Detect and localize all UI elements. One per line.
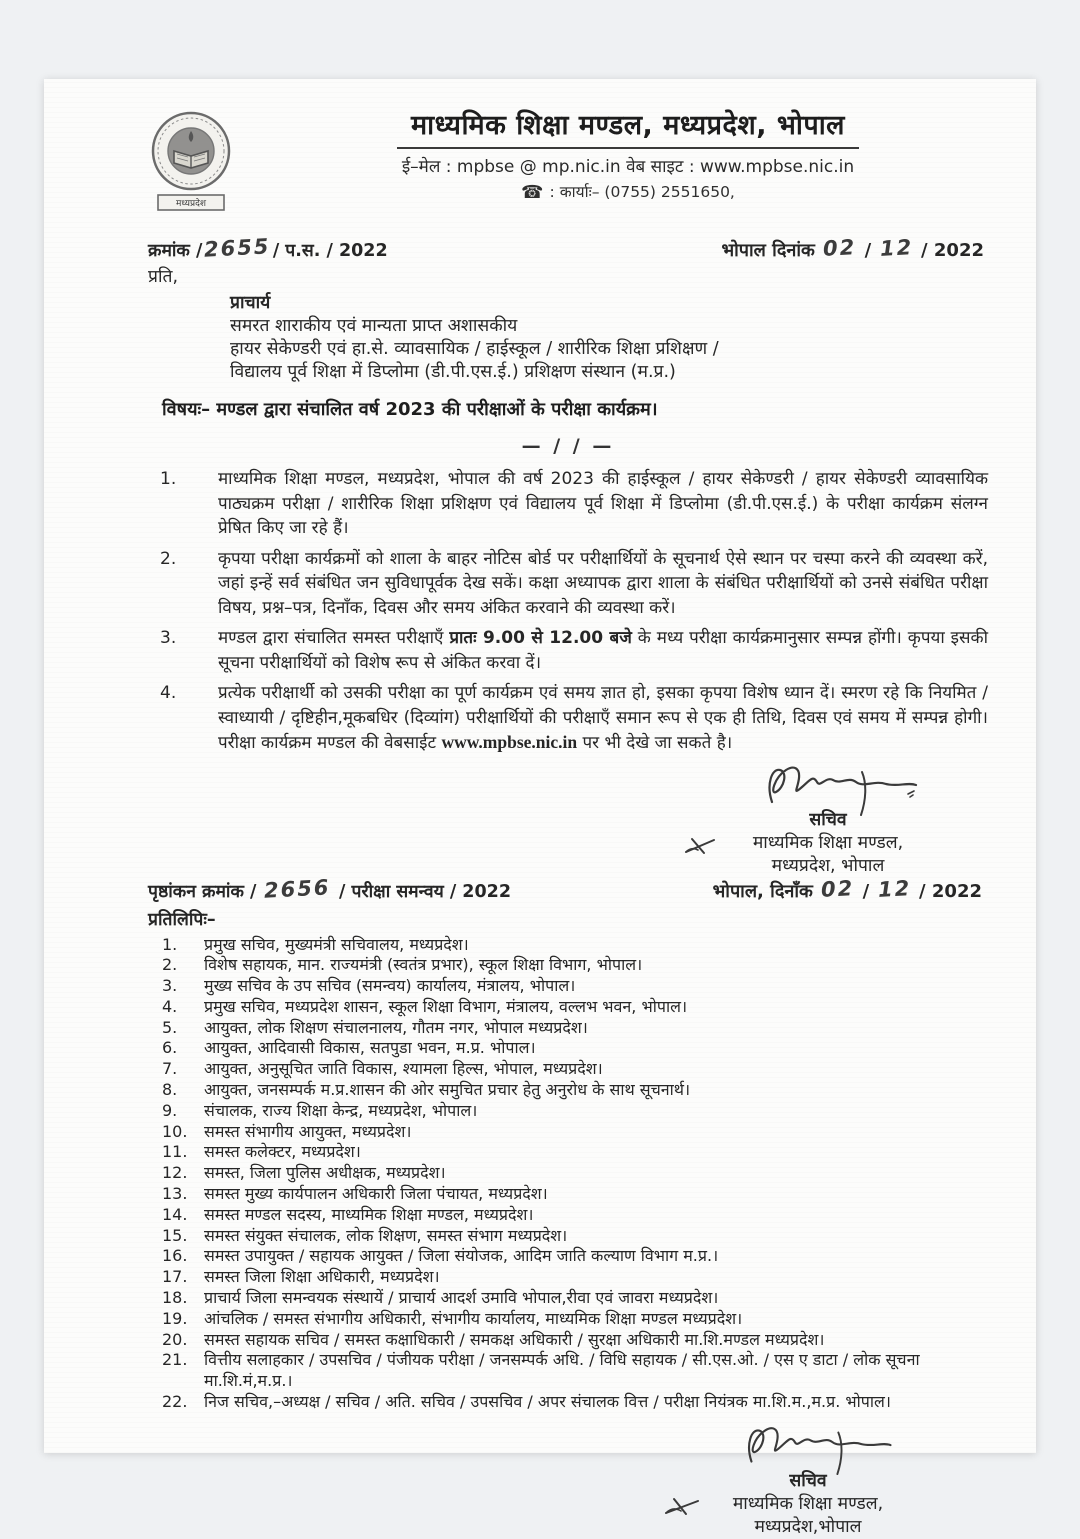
cc-item <box>148 955 988 976</box>
paragraph-2 <box>148 547 988 621</box>
paragraph-number: 1. <box>160 469 177 489</box>
cc-item-number: 15. <box>162 1225 188 1245</box>
cc-item <box>148 1142 988 1163</box>
pen-check-mark <box>684 836 718 856</box>
cc-item <box>148 1267 988 1288</box>
cc-item-number: 22. <box>162 1392 188 1412</box>
cc-item-number: 2. <box>162 955 178 975</box>
addressee-line: समरत शाराकीय एवं मान्यता प्राप्त अशासकीय <box>230 316 518 336</box>
date-prefix: भोपाल दिनांक <box>721 240 815 261</box>
cc-item-text: समस्त संभागीय आयुक्त, मध्यप्रदेश। <box>204 1121 412 1141</box>
cc-item <box>148 935 988 956</box>
endorsement-prefix: पृष्ठांकन क्रमांक / <box>148 881 257 902</box>
cc-item-number: 9. <box>162 1100 178 1120</box>
cc-item <box>148 1080 988 1101</box>
paragraph-number: 3. <box>160 628 177 648</box>
pen-check-mark <box>664 1495 704 1517</box>
cc-item <box>148 1226 988 1247</box>
cc-item-text: मुख्य सचिव के उप सचिव (समन्वय) कार्यालय, मंत्रालय, भोपाल। <box>204 976 576 996</box>
endorsement-number <box>148 874 512 903</box>
cc-item-text: आयुक्त, जनसम्पर्क म.प्र.शासन की ओर समुचित प्रचार हेतु अनुरोध के साथ सूचनार्थ। <box>204 1080 691 1100</box>
signatory-title: सचिव <box>789 1470 827 1491</box>
signatory-org: माध्यमिक शिक्षा मण्डल, <box>752 832 904 853</box>
paragraph-text <box>218 681 988 756</box>
cc-item-text: समस्त सहायक सचिव / समस्त कक्षाधिकारी / समकक्ष अधिकारी / सुरक्षा अधिकारी मा.शि.मण्डल मध्यप्रदेश। <box>204 1329 825 1349</box>
cc-item <box>148 997 988 1018</box>
cc-item <box>148 1018 988 1039</box>
paragraph-text-pre: प्रत्येक परीक्षार्थी को उसकी परीक्षा का पूर्ण कार्यक्रम एवं समय ज्ञात हो, इसका कृपया विशेष ध्यान दें। स्मरण रहे कि नियमित / स्वाध्यायी / दृष्टिहीन,मूकबधिर (दिव्यांग) परीक्षार्थियों की परीक्षाएँ समान रूप से एक ही तिथि, दिवस एवं समय में सम्पन्न होगी। परीक्षा कार्यक्रम मण्डल की वेबसाईट <box>218 683 988 753</box>
cc-item-number: 21. <box>162 1350 188 1370</box>
cc-item <box>148 1038 988 1059</box>
cc-item-number: 18. <box>162 1288 188 1308</box>
cc-item-number: 11. <box>162 1142 188 1162</box>
date-day-handwritten: 02 <box>822 235 857 261</box>
endorsement-row <box>148 874 988 903</box>
endorsement-number-handwritten: 2656 <box>263 874 332 903</box>
date-day-handwritten: 02 <box>820 875 855 902</box>
cc-item-text: वित्तीय सलाहकार / उपसचिव / पंजीयक परीक्षा / जनसम्पर्क अधि. / विधि सहायक / सी.एस.ओ. / एस ए डाटा / लोक सूचना मा.शि.मं,म.प्र.। <box>204 1350 920 1391</box>
cc-item-text: प्रमुख सचिव, मध्यप्रदेश शासन, स्कूल शिक्षा विभाग, मंत्रालय, वल्लभ भवन, भोपाल। <box>204 996 688 1016</box>
cc-item-number: 4. <box>162 996 178 1016</box>
addressee-line: विद्यालय पूर्व शिक्षा में डिप्लोमा (डी.पी.एस.ई.) प्रशिक्षण संस्थान (म.प्र.) <box>230 362 676 382</box>
date-separator: / <box>862 880 870 902</box>
paragraph-number: 4. <box>160 683 177 703</box>
cc-item-number: 5. <box>162 1017 178 1037</box>
cc-item-text: समस्त मण्डल सदस्य, माध्यमिक शिक्षा मण्डल, मध्यप्रदेश। <box>204 1204 534 1224</box>
letterhead <box>148 105 988 233</box>
date-year: 2022 <box>933 240 984 261</box>
cc-item <box>148 1246 988 1267</box>
signatory-title: सचिव <box>809 809 847 830</box>
cc-item <box>148 976 988 997</box>
cc-item-text: आयुक्त, आदिवासी विकास, सतपुडा भवन, म.प्र. भोपाल। <box>204 1038 536 1058</box>
logo-banner-text: मध्यप्रदेश <box>175 199 207 209</box>
date-separator: / <box>864 240 872 261</box>
reference-number <box>148 234 388 262</box>
cc-item-text: समस्त, जिला पुलिस अधीक्षक, मध्यप्रदेश। <box>204 1163 446 1183</box>
cc-item-number: 8. <box>162 1080 178 1100</box>
cc-item-number: 7. <box>162 1059 178 1079</box>
cc-item-number: 14. <box>162 1204 188 1224</box>
phone-line <box>268 180 988 202</box>
cc-item <box>148 1392 988 1413</box>
date-separator: / <box>921 240 928 261</box>
signatory-org: माध्यमिक शिक्षा मण्डल, <box>732 1493 884 1514</box>
telephone-icon: ☎ <box>521 182 544 203</box>
phone-text: : कार्याः– (0755) 2551650, <box>549 183 735 201</box>
cc-item-number: 16. <box>162 1246 188 1266</box>
cc-item <box>148 1059 988 1080</box>
cc-item-text: समस्त संयुक्त संचालक, लोक शिक्षण, समस्त संभाग मध्यप्रदेश। <box>204 1225 568 1245</box>
cc-item-number: 17. <box>162 1267 188 1287</box>
paragraph-text: माध्यमिक शिक्षा मण्डल, मध्यप्रदेश, भोपाल की वर्ष 2023 की हाईस्कूल / हायर सेकेण्डरी / हायर सेकेण्डरी व्यावसायिक पाठ्यक्रम परीक्षा / शारीरिक शिक्षा प्रशिक्षण एवं विद्यालय पूर्व शिक्षा में डिप्लोमा (डी.पी.एस.ई.) के परीक्षा कार्यक्रम संलग्न प्रेषित किए जा रहे हैं। <box>218 469 988 538</box>
cc-item-number: 3. <box>162 976 178 996</box>
cc-item <box>148 1205 988 1226</box>
signatory-place: मध्यप्रदेश,भोपाल <box>754 1516 862 1537</box>
date-month-handwritten: 12 <box>878 235 914 261</box>
cc-item <box>148 1122 988 1143</box>
signature-scrawl <box>758 758 928 816</box>
section-divider: — / / — <box>521 435 615 457</box>
cc-item-text: प्राचार्य जिला समन्वयक संस्थायें / प्राचार्य आदर्श उमावि भोपाल,रीवा एवं जावरा मध्यप्रदेश। <box>204 1288 719 1308</box>
cc-item-text: आयुक्त, अनुसूचित जाति विकास, श्यामला हिल्स, भोपाल, मध्यप्रदेश। <box>204 1059 603 1079</box>
paragraph-text: कृपया परीक्षा कार्यक्रमों को शाला के बाहर नोटिस बोर्ड पर परीक्षार्थियों के सूचनार्थ ऐसे स्थान पर चस्पा करने की व्यवस्था करें, जहां इन्हें सर्व संबंधित जन सुविधापूर्वक देख सकें। कक्षा अध्यापक द्वारा शाला के संबंधित परीक्षार्थियों को उनसे संबंधित परीक्षा विषय, प्रश्न–पत्र, दिनाँक, दिवस और समय अंकित करवाने की व्यवस्था करें। <box>218 548 988 618</box>
paragraph-1 <box>148 467 988 541</box>
cc-item <box>148 1309 988 1330</box>
cc-item-text: निज सचिव,–अध्यक्ष / सचिव / अति. सचिव / उपसचिव / अपर संचालक वित्त / परीक्षा नियंत्रक मा.शि.म.,म.प्र. भोपाल। <box>204 1392 891 1412</box>
cc-item-text: प्रमुख सचिव, मुख्यमंत्री सचिवालय, मध्यप्रदेश। <box>204 934 469 954</box>
signature-block-bottom <box>658 1419 958 1539</box>
signatory-place: मध्यप्रदेश, भोपाल <box>771 855 885 876</box>
cc-item-text: विशेष सहायक, मान. राज्यमंत्री (स्वतंत्र प्रभार), स्कूल शिक्षा विभाग, भोपाल। <box>204 955 643 975</box>
website-url: www.mpbse.nic.in <box>441 732 578 752</box>
cc-item-text: समस्त जिला शिक्षा अधिकारी, मध्यप्रदेश। <box>204 1267 440 1287</box>
cc-list <box>148 935 988 1413</box>
cc-item-text: आयुक्त, लोक शिक्षण संचालनालय, गौतम नगर, भोपाल मध्यप्रदेश। <box>204 1017 588 1037</box>
copy-to-label: प्रतिलिपिः– <box>148 909 216 930</box>
org-title: माध्यमिक शिक्षा मण्डल, मध्यप्रदेश, भोपाल <box>397 105 859 149</box>
cc-item <box>148 1101 988 1122</box>
endorsement-suffix: / परीक्षा समन्वय / 2022 <box>339 881 512 902</box>
cc-item-text: आंचलिक / समस्त संभागीय अधिकारी, संभागीय कार्यालय, माध्यमिक शिक्षा मण्डल मध्यप्रदेश। <box>204 1308 743 1328</box>
cc-item-number: 20. <box>162 1329 188 1349</box>
addressee-line: हायर सेकेण्डरी एवं हा.से. व्यावसायिक / हाईस्कूल / शारीरिक शिक्षा प्रशिक्षण / <box>230 339 719 359</box>
cc-item-number: 13. <box>162 1184 188 1204</box>
paragraph-3 <box>148 626 988 675</box>
date-prefix: भोपाल, दिनाँक <box>712 880 813 902</box>
cc-item-number: 6. <box>162 1038 178 1058</box>
cc-item-text: संचालक, राज्य शिक्षा केन्द्र, मध्यप्रदेश, भोपाल। <box>204 1100 478 1120</box>
reference-row <box>148 234 988 262</box>
endorsement-date <box>712 875 988 903</box>
signature-block-top <box>678 758 978 878</box>
cc-item-number: 10. <box>162 1121 188 1141</box>
exam-time-bold: प्रातः 9.00 से 12.00 बजे <box>449 628 632 648</box>
cc-item-number: 19. <box>162 1308 188 1328</box>
cc-item <box>148 1288 988 1309</box>
cc-item <box>148 1184 988 1205</box>
ref-suffix: / प.स. / 2022 <box>272 241 388 261</box>
subject-line: विषयः– मण्डल द्वारा संचालित वर्ष 2023 की परीक्षाओं के परीक्षा कार्यक्रम। <box>162 399 658 420</box>
ref-number-handwritten: 2655 <box>203 234 272 262</box>
paragraph-text <box>218 626 988 675</box>
cc-item-text: समस्त मुख्य कार्यपालन अधिकारी जिला पंचायत, मध्यप्रदेश। <box>204 1184 548 1204</box>
cc-item <box>148 1330 988 1351</box>
paragraph-number: 2. <box>160 548 177 569</box>
cc-item-number: 12. <box>162 1163 188 1183</box>
cc-item <box>148 1350 988 1392</box>
cc-item-text: समस्त उपायुक्त / सहायक आयुक्त / जिला संयोजक, आदिम जाति कल्याण विभाग म.प्र.। <box>204 1246 719 1266</box>
date-month-handwritten: 12 <box>876 875 912 902</box>
cc-item <box>148 1163 988 1184</box>
salutation: प्रति, <box>148 267 179 287</box>
paragraph-text-post: के मध्य परीक्षा कार्यक्रमानुसार सम्पन्न होंगी। कृपया इसकी सूचना परीक्षार्थियों को विशेष रूप से अंकित करवा दें। <box>218 628 988 673</box>
addressee-block <box>230 292 988 384</box>
date-separator: / <box>919 880 926 902</box>
cc-item-text: समस्त कलेक्टर, मध्यप्रदेश। <box>204 1142 361 1162</box>
letter-paper <box>44 79 1036 1537</box>
date-year: 2022 <box>931 880 982 902</box>
paragraph-4 <box>148 681 988 756</box>
ref-prefix: क्रमांक / <box>148 241 203 261</box>
paragraph-text-post: पर भी देखे जा सकते है। <box>577 733 733 753</box>
addressee-line: प्राचार्य <box>230 293 271 313</box>
signature-scrawl <box>735 1419 905 1475</box>
mpbse-logo <box>146 109 238 215</box>
letter-date <box>721 237 988 262</box>
paragraph-text-pre: मण्डल द्वारा संचालित समस्त परीक्षाएँ <box>218 628 450 648</box>
cc-item-number: 1. <box>162 934 178 954</box>
email-web-line: ई–मेल : mpbse @ mp.nic.in वेब साइट : www.mpbse.nic.in <box>401 157 855 177</box>
